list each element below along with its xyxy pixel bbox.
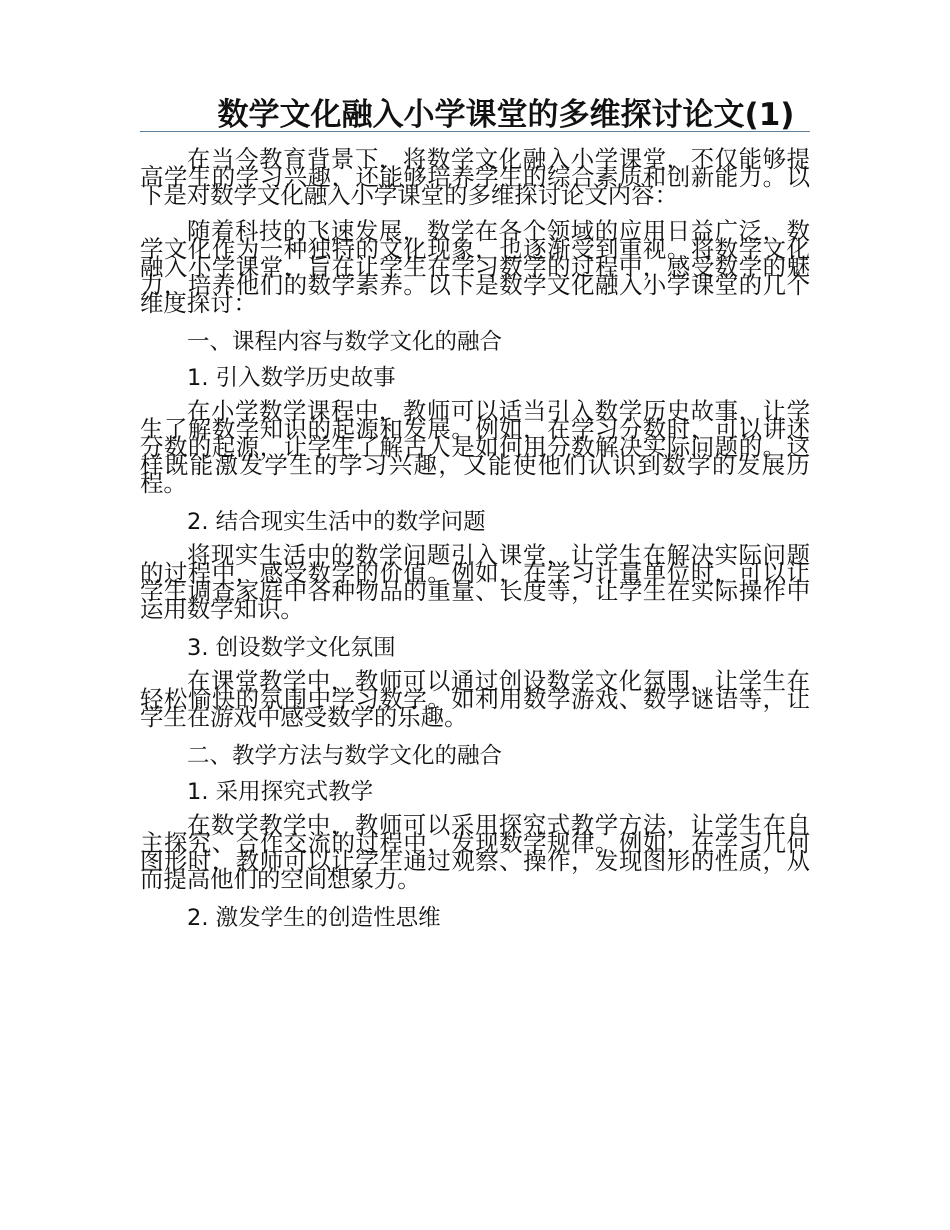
paragraph-intro: 在当今教育背景下，将数学文化融入小学课堂，不仅能够提高学生的学习兴趣，还能够培养学生的综合素质和创新能力。以下是对数学文化融入小学课堂的多维探讨论文内容： [140, 145, 810, 209]
subsection-heading-1-3: 3. 创设数学文化氛围 [187, 635, 396, 661]
document-title: 数学文化融入小学课堂的多维探讨论文(1) [217, 97, 795, 133]
subsection-heading-1-1: 1. 引入数学历史故事 [187, 365, 396, 391]
section-heading-2: 二、教学方法与数学文化的融合 [187, 743, 503, 769]
section-heading-1: 一、课程内容与数学文化的融合 [187, 329, 503, 355]
subsection-heading-2-1: 1. 采用探究式教学 [187, 779, 374, 805]
document-page [140, 97, 810, 942]
paragraph-background: 随着科技的飞速发展，数学在各个领域的应用日益广泛，数学文化作为一种独特的文化现象，也逐渐受到重视。将数学文化融入小学课堂，旨在让学生在学习数学的过程中，感受数学的魅力，培养他们的数学素养。以下是数学文化融入小学课堂的几个维度探讨： [140, 217, 810, 317]
paragraph-history-stories: 在小学数学课程中，教师可以适当引入数学历史故事，让学生了解数学知识的起源和发展。例如，在学习分数时，可以讲述分数的起源，让学生了解古人是如何用分数解决实际问题的。这样既能激发学生的学习兴趣，又能使他们认识到数学的发展历程。 [140, 397, 810, 497]
paragraph-inquiry-teaching: 在数学教学中，教师可以采用探究式教学方法，让学生在自主探究、合作交流的过程中，发现数学规律。例如，在学习几何图形时，教师可以让学生通过观察、操作，发现图形的性质，从而提高他们的空间想象力。 [140, 811, 810, 893]
paragraph-real-life-problems: 将现实生活中的数学问题引入课堂，让学生在解决实际问题的过程中，感受数学的价值。例如，在学习计量单位时，可以让学生调查家庭中各种物品的重量、长度等，让学生在实际操作中运用数学知识。 [140, 541, 810, 623]
subsection-heading-2-2: 2. 激发学生的创造性思维 [187, 905, 441, 931]
subsection-heading-1-2: 2. 结合现实生活中的数学问题 [187, 509, 486, 535]
paragraph-culture-atmosphere: 在课堂教学中，教师可以通过创设数学文化氛围，让学生在轻松愉快的氛围中学习数学。如利用数学游戏、数学谜语等，让学生在游戏中感受数学的乐趣。 [140, 667, 810, 731]
